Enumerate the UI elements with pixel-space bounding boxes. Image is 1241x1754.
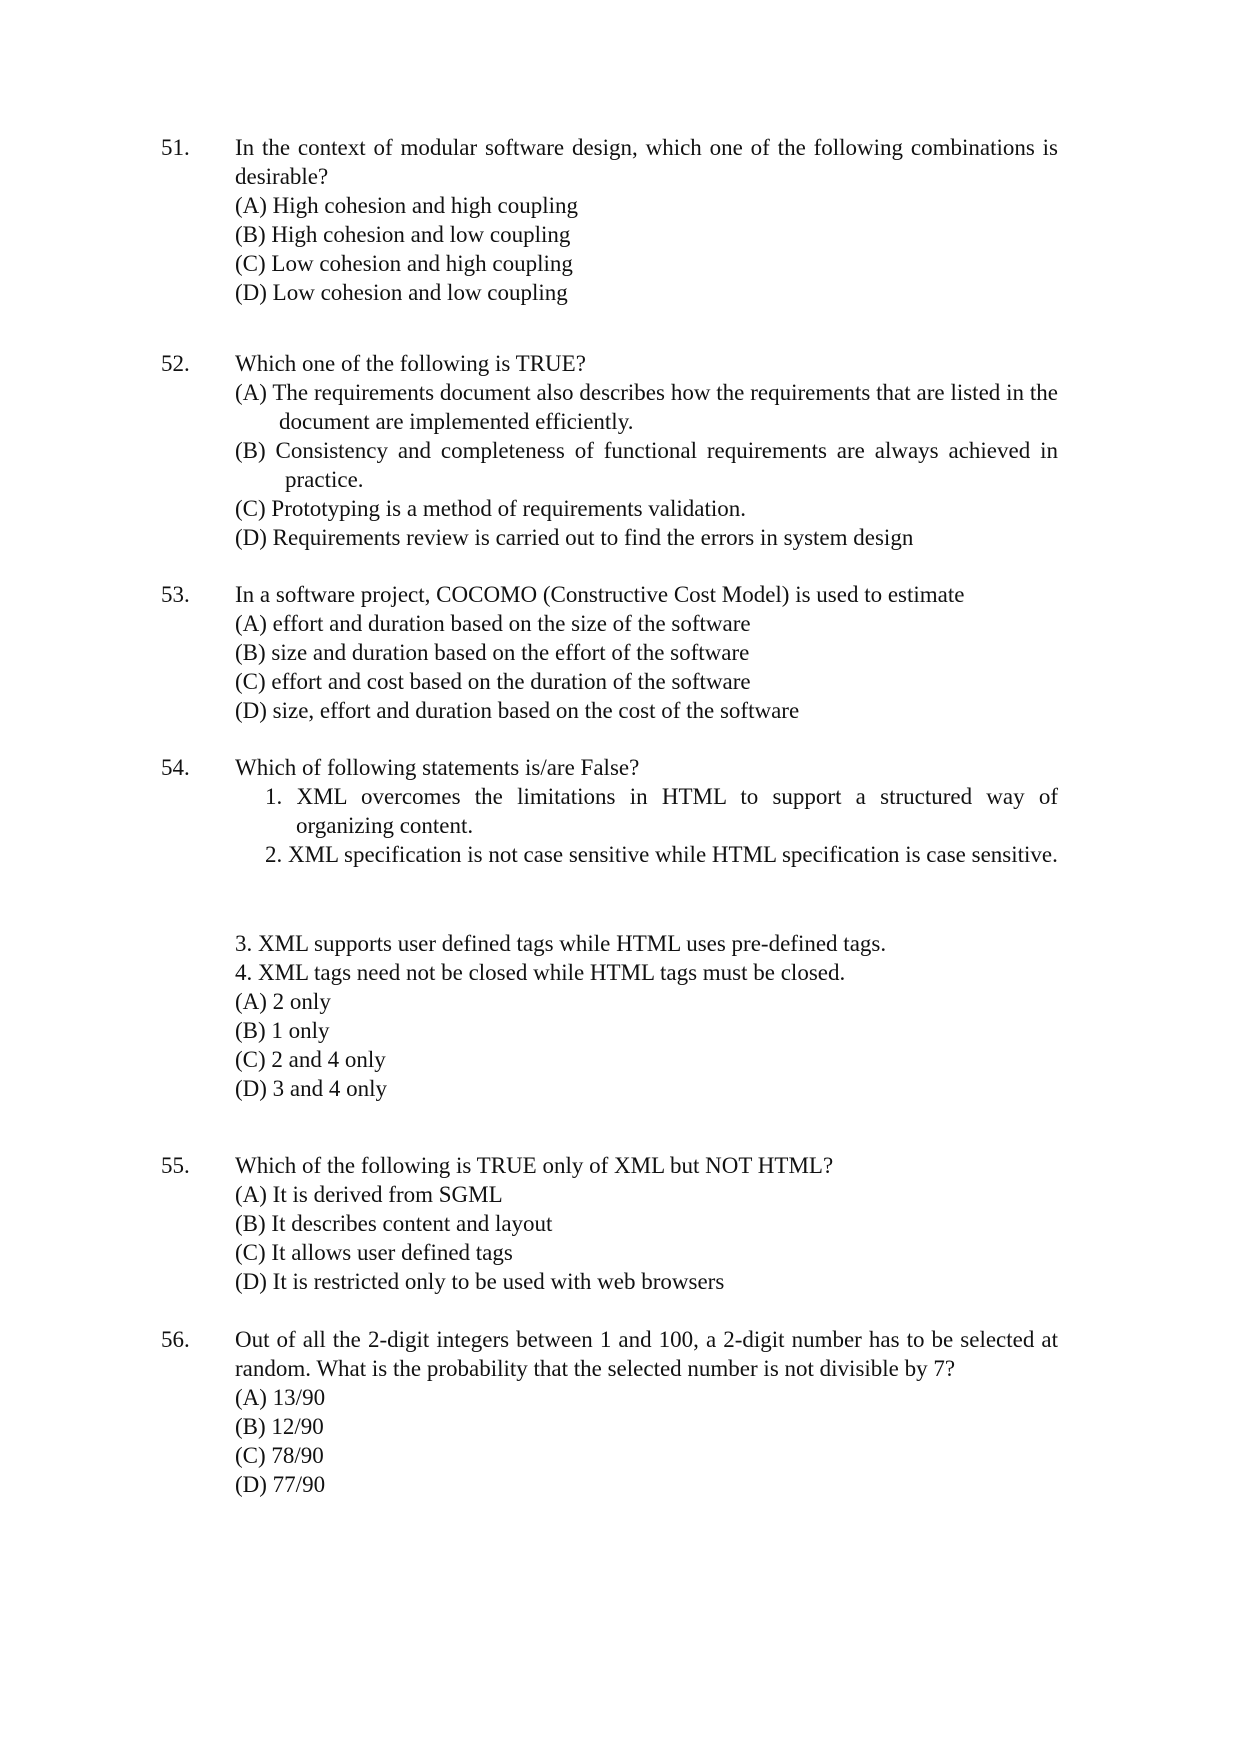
- option-b: (B) size and duration based on the effort of the software: [235, 640, 750, 665]
- spacer: [235, 869, 1058, 929]
- statement-1: 1. XML overcomes the limitations in HTML to support a structured way of organizing content.: [265, 784, 1058, 838]
- option-a: (A) 2 only: [235, 989, 331, 1014]
- option-b: (B) 12/90: [235, 1414, 324, 1439]
- option-b: (B) High cohesion and low coupling: [235, 222, 571, 247]
- option-a: (A) effort and duration based on the size of the software: [235, 611, 751, 636]
- option-a: (A) The requirements document also describes how the requirements that are listed in the document are implemented efficiently.: [235, 380, 1058, 434]
- option-a: (A) 13/90: [235, 1385, 326, 1410]
- question-stem: Which of following statements is/are False?: [235, 755, 640, 780]
- option-d: (D) Requirements review is carried out to find the errors in system design: [235, 525, 914, 550]
- question-number: 52.: [161, 351, 190, 376]
- question-stem: In a software project, COCOMO (Constructive Cost Model) is used to estimate: [235, 582, 965, 607]
- option-c: (C) Prototyping is a method of requirements validation.: [235, 496, 747, 521]
- statement-3: 3. XML supports user defined tags while HTML uses pre-defined tags.: [235, 931, 887, 956]
- question-stem: Which of the following is TRUE only of XML but NOT HTML?: [235, 1153, 834, 1178]
- option-b: (B) 1 only: [235, 1018, 330, 1043]
- option-b: (B) Consistency and completeness of functional requirements are always achieved in practice.: [235, 438, 1058, 492]
- statement-list: [265, 782, 1058, 869]
- option-c: (C) 78/90: [235, 1443, 324, 1468]
- question-body: [235, 580, 1058, 725]
- option-c: (C) It allows user defined tags: [235, 1240, 513, 1265]
- question-body: [235, 753, 1058, 1103]
- option-a: (A) High cohesion and high coupling: [235, 193, 579, 218]
- option-d: (D) size, effort and duration based on the cost of the software: [235, 698, 800, 723]
- question-body: [235, 349, 1058, 552]
- question-number: 51.: [161, 135, 190, 160]
- question-number: 56.: [161, 1327, 190, 1352]
- statement-2: 2. XML specification is not case sensitive while HTML specification is case sensitive.: [265, 842, 1058, 867]
- option-d: (D) Low cohesion and low coupling: [235, 280, 568, 305]
- question-number: 55.: [161, 1153, 190, 1178]
- question-stem: In the context of modular software design, which one of the following combinations is desirable?: [235, 135, 1058, 189]
- question-body: [235, 133, 1058, 307]
- option-a: (A) It is derived from SGML: [235, 1182, 503, 1207]
- question-number: 54.: [161, 755, 190, 780]
- option-d: (D) 3 and 4 only: [235, 1076, 388, 1101]
- option-d: (D) It is restricted only to be used with web browsers: [235, 1269, 725, 1294]
- question-body: [235, 1325, 1058, 1499]
- question-number: 53.: [161, 582, 190, 607]
- option-c: (C) Low cohesion and high coupling: [235, 251, 573, 276]
- question-stem: Which one of the following is TRUE?: [235, 351, 586, 376]
- question-stem: Out of all the 2-digit integers between 1 and 100, a 2-digit number has to be selected at random. What is the probability that the selected number is not divisible by 7?: [235, 1327, 1058, 1381]
- option-d: (D) 77/90: [235, 1472, 326, 1497]
- statement-4: 4. XML tags need not be closed while HTML tags must be closed.: [235, 960, 846, 985]
- option-c: (C) 2 and 4 only: [235, 1047, 386, 1072]
- option-b: (B) It describes content and layout: [235, 1211, 553, 1236]
- question-body: [235, 1151, 1058, 1296]
- option-c: (C) effort and cost based on the duration of the software: [235, 669, 751, 694]
